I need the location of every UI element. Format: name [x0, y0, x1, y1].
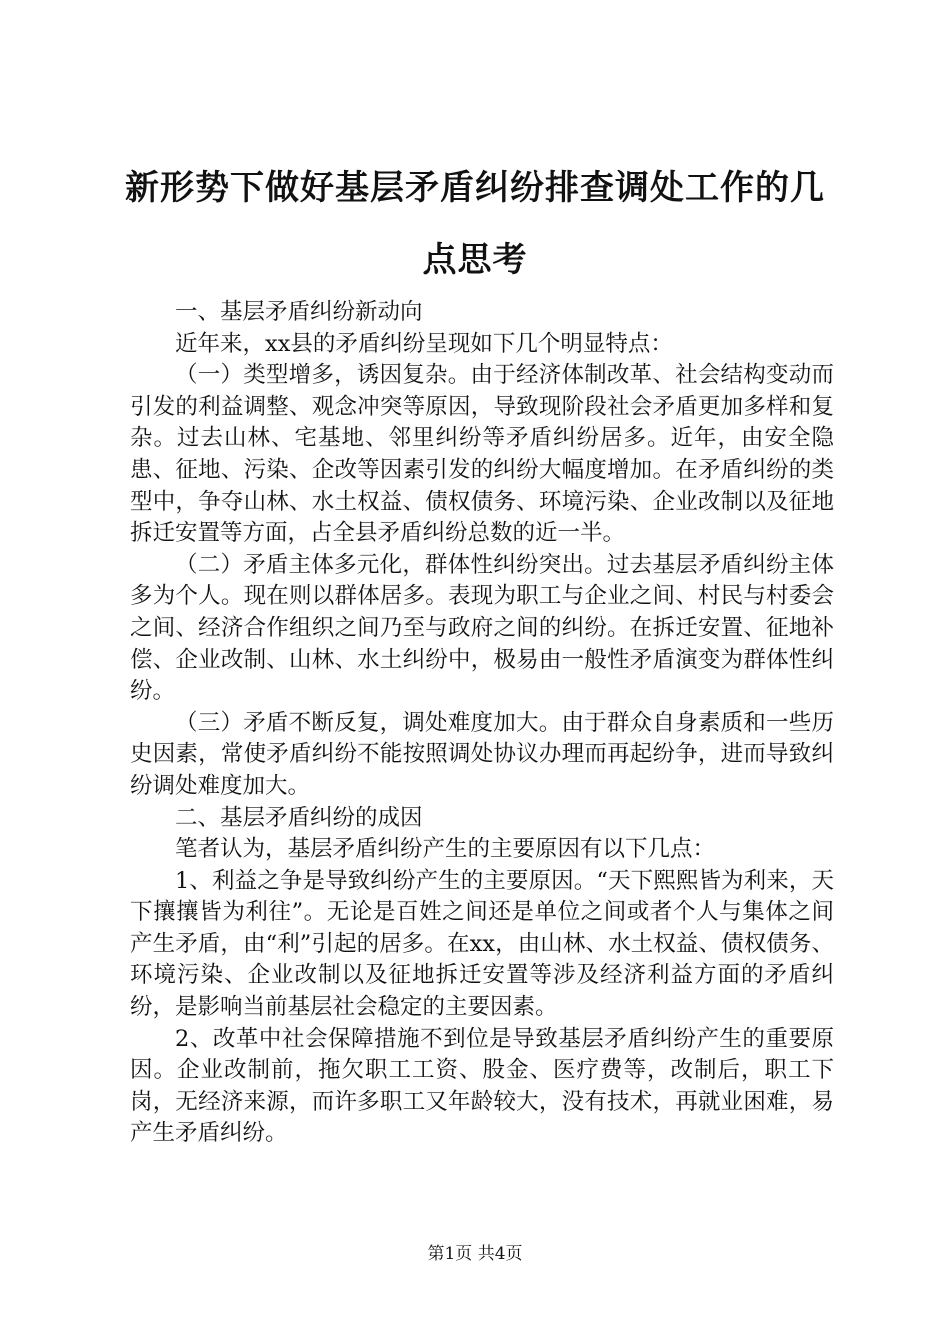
- paragraph-feature-1: （一）类型增多，诱因复杂。由于经济体制改革、社会结构变动而引发的利益调整、观念冲突等原因，导致现阶段社会矛盾更加多样和复杂。过去山林、宅基地、邻里纠纷等矛盾纠纷居多。近年，由安全隐患、征地、污染、企改等因素引发的纠纷大幅度增加。在矛盾纠纷的类型中，争夺山林、水土权益、债权债务、环境污染、企业改制以及征地拆迁安置等方面，占全县矛盾纠纷总数的近一半。: [130, 362, 834, 547]
- document-title: 新形势下做好基层矛盾纠纷排查调处工作的几点思考: [125, 168, 825, 280]
- paragraph-cause-1: 1、利益之争是导致纠纷产生的主要原因。“天下熙熙皆为利来，天下攘攘皆为利往”。无论是百姓之间还是单位之间或者个人与集体之间产生矛盾，由“利”引起的居多。在xx，由山林、水土权益、债权债务、环境污染、企业改制以及征地拆迁安置等涉及经济利益方面的矛盾纠纷，是影响当前基层社会稳定的主要因素。: [130, 867, 834, 1021]
- paragraph-cause-2: 2、改革中社会保障措施不到位是导致基层矛盾纠纷产生的重要原因。企业改制前，拖欠职工工资、股金、医疗费等，改制后，职工下岗，无经济来源，而许多职工又年龄较大，没有技术，再就业困难，易产生矛盾纠纷。: [130, 1025, 834, 1147]
- document-body: [130, 297, 834, 1150]
- paragraph-causes-intro: 笔者认为，基层矛盾纠纷产生的主要原因有以下几点：: [175, 836, 716, 863]
- paragraph-feature-3: （三）矛盾不断反复，调处难度加大。由于群众自身素质和一些历史因素，常使矛盾纠纷不能按照调处协议办理而再起纷争，进而导致纠纷调处难度加大。: [130, 709, 834, 799]
- paragraph-feature-2: （二）矛盾主体多元化，群体性纠纷突出。过去基层矛盾纠纷主体多为个人。现在则以群体居多。表现为职工与企业之间、村民与村委会之间、经济合作组织之间乃至与政府之间的纠纷。在拆迁安置、征地补偿、企业改制、山林、水土纠纷中，极易由一般性矛盾演变为群体性纠纷。: [130, 551, 834, 705]
- paragraph-intro: 近年来，xx县的矛盾纠纷呈现如下几个明显特点：: [175, 330, 673, 357]
- page-footer: 第1页 共4页: [427, 1244, 523, 1264]
- section-heading-1: 一、基层矛盾纠纷新动向: [175, 299, 423, 325]
- section-heading-2: 二、基层矛盾纠纷的成因: [175, 804, 423, 831]
